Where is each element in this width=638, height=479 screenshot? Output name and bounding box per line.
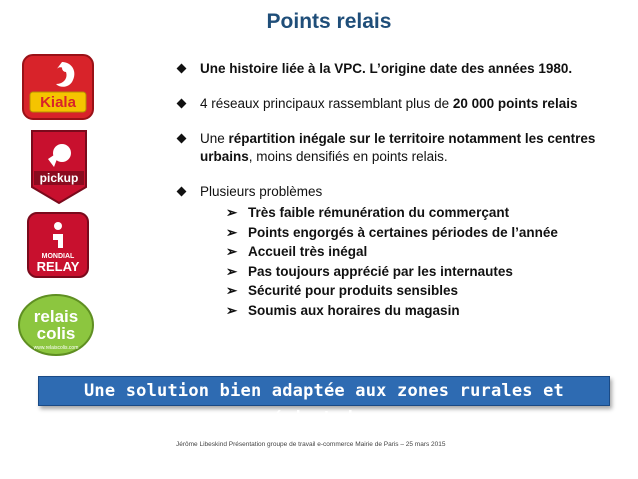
relais-colis-logo [16,292,96,363]
svg-text:colis: colis [36,324,76,343]
bullet-text: répartition inégale sur le territoire notamment les centres urbains [200,131,596,164]
svg-text:www.relaiscolis.com: www.relaiscolis.com [33,345,79,351]
bullet-text: 20 000 points relais [452,96,578,111]
problems-list [200,203,616,320]
svg-text:pickup: pickup [39,171,79,185]
problem-text: Accueil très inégal [248,244,368,259]
arrow-bullet-icon: ➢ [226,244,238,259]
bullet-text: 4 réseaux principaux rassemblant plus de [200,96,453,111]
problem-text: Points engorgés à certaines périodes de l’année [248,224,558,240]
problem-text: Sécurité pour produits sensibles [248,283,459,298]
pickup-logo [26,127,92,210]
mondial-relay-logo [25,210,91,285]
bullet-text: , moins densifiés en points relais. [248,149,448,164]
problem-item [226,262,616,282]
bullet-text: Une histoire liée à la VPC. L’origine date des années 1980. [200,61,573,76]
bullet-item [176,130,616,166]
problem-text: Très faible rémunération du commerçant [248,205,510,220]
diamond-bullet-icon [177,64,187,74]
problem-item [226,281,616,301]
problem-item [226,242,616,262]
bullet-list [176,60,616,320]
bullet-item [176,95,616,113]
arrow-bullet-icon: ➢ [226,263,238,279]
slide-title: Points relais [266,10,392,33]
svg-text:relais: relais [33,307,79,326]
arrow-bullet-icon: ➢ [226,224,238,240]
kiala-logo [20,52,96,127]
arrow-bullet-icon: ➢ [226,283,238,298]
conclusion-banner: Une solution bien adaptée aux zones rurales et périurbaines [38,376,610,406]
diamond-bullet-icon [177,134,187,144]
bullet-text: Plusieurs problèmes [200,184,323,199]
slide-footer: Jérôme Libeskind Présentation groupe de travail e-commerce Mairie de Paris – 25 mars 2015 [176,441,446,448]
bullet-item [176,183,616,320]
problem-item [226,223,616,243]
arrow-bullet-icon: ➢ [226,302,238,318]
problem-text: Soumis aux horaires du magasin [248,302,460,318]
diamond-bullet-icon [177,99,187,109]
bullet-text: Une [200,131,229,146]
problem-text: Pas toujours apprécié par les internautes [248,263,513,279]
diamond-bullet-icon [177,187,187,197]
svg-text:MONDIAL: MONDIAL [41,253,75,260]
bullet-item [176,60,616,78]
problem-item [226,301,616,321]
svg-text:RELAY: RELAY [36,259,80,274]
arrow-bullet-icon: ➢ [226,205,238,220]
svg-text:Kiala: Kiala [40,94,76,111]
problem-item [226,203,616,223]
